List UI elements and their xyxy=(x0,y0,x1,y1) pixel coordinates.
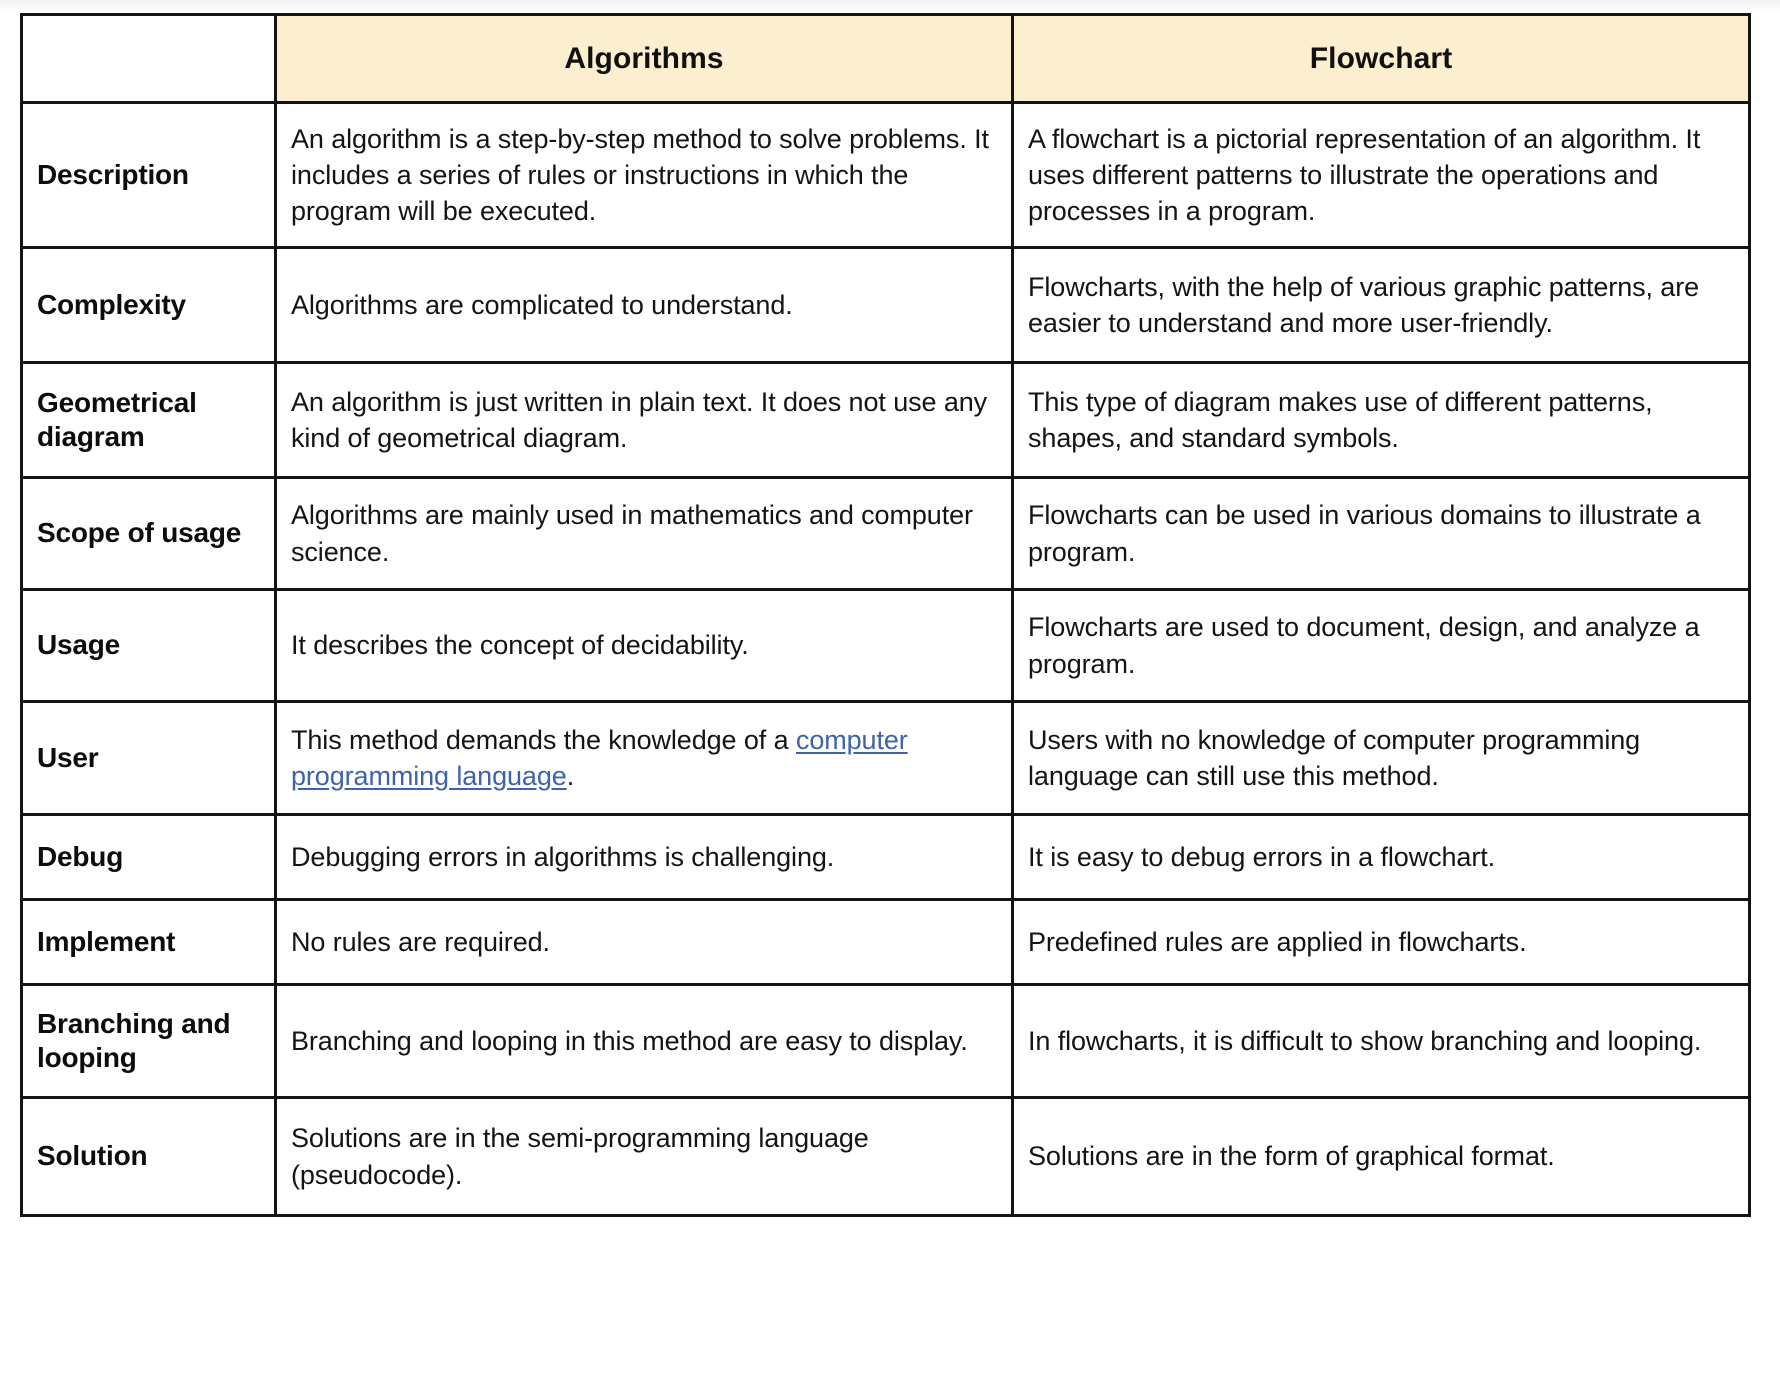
comparison-table-container xyxy=(20,13,1748,1217)
cell-algorithms xyxy=(276,702,1013,815)
cell-text-prefix: This method demands the knowledge of a xyxy=(291,724,796,755)
cell-flowchart: Flowcharts are used to document, design, and analyze a program. xyxy=(1013,590,1750,702)
cell-algorithms: Branching and looping in this method are easy to display. xyxy=(276,985,1013,1098)
cell-algorithms: An algorithm is just written in plain text. It does not use any kind of geometrical diagram. xyxy=(276,363,1013,478)
table-row xyxy=(22,900,1750,985)
table-row xyxy=(22,985,1750,1098)
row-feature-label: Usage xyxy=(22,590,276,702)
row-feature-label: Description xyxy=(22,103,276,248)
cell-flowchart: In flowcharts, it is difficult to show branching and looping. xyxy=(1013,985,1750,1098)
cell-algorithms: Solutions are in the semi-programming language (pseudocode). xyxy=(276,1098,1013,1216)
table-row xyxy=(22,1098,1750,1216)
table-row xyxy=(22,248,1750,363)
top-shading-band xyxy=(0,0,1780,13)
cell-text-suffix: . xyxy=(566,761,575,791)
row-feature-label: Branching and looping xyxy=(22,985,276,1098)
cell-flowchart: Solutions are in the form of graphical format. xyxy=(1013,1098,1750,1216)
cell-algorithms: No rules are required. xyxy=(276,900,1013,985)
table-row xyxy=(22,815,1750,900)
table-row xyxy=(22,103,1750,248)
cell-algorithms: An algorithm is a step-by-step method to solve problems. It includes a series of rules or instructions in which the program will be executed. xyxy=(276,103,1013,248)
header-corner-cell xyxy=(22,15,276,103)
table-header-row xyxy=(22,15,1750,103)
row-feature-label: Scope of usage xyxy=(22,478,276,590)
cell-flowchart: It is easy to debug errors in a flowchart. xyxy=(1013,815,1750,900)
table-row xyxy=(22,590,1750,702)
row-feature-label: Geometrical diagram xyxy=(22,363,276,478)
row-feature-label: Complexity xyxy=(22,248,276,363)
cell-algorithms: Debugging errors in algorithms is challenging. xyxy=(276,815,1013,900)
computer-programming-language-link[interactable]: computer programming language xyxy=(291,724,908,791)
cell-flowchart: Predefined rules are applied in flowcharts. xyxy=(1013,900,1750,985)
header-flowchart: Flowchart xyxy=(1013,15,1750,103)
cell-flowchart: Flowcharts, with the help of various graphic patterns, are easier to understand and more user-friendly. xyxy=(1013,248,1750,363)
table-row xyxy=(22,702,1750,815)
table-row xyxy=(22,363,1750,478)
header-algorithms: Algorithms xyxy=(276,15,1013,103)
cell-flowchart: Users with no knowledge of computer programming language can still use this method. xyxy=(1013,702,1750,815)
row-feature-label: Debug xyxy=(22,815,276,900)
cell-flowchart: This type of diagram makes use of different patterns, shapes, and standard symbols. xyxy=(1013,363,1750,478)
cell-flowchart: A flowchart is a pictorial representation of an algorithm. It uses different patterns to illustrate the operations and processes in a program. xyxy=(1013,103,1750,248)
algorithms-vs-flowchart-table xyxy=(20,13,1751,1217)
cell-algorithms: Algorithms are mainly used in mathematics and computer science. xyxy=(276,478,1013,590)
cell-flowchart: Flowcharts can be used in various domains to illustrate a program. xyxy=(1013,478,1750,590)
row-feature-label: Solution xyxy=(22,1098,276,1216)
cell-algorithms: Algorithms are complicated to understand. xyxy=(276,248,1013,363)
row-feature-label: User xyxy=(22,702,276,815)
table-row xyxy=(22,478,1750,590)
row-feature-label: Implement xyxy=(22,900,276,985)
cell-algorithms: It describes the concept of decidability. xyxy=(276,590,1013,702)
